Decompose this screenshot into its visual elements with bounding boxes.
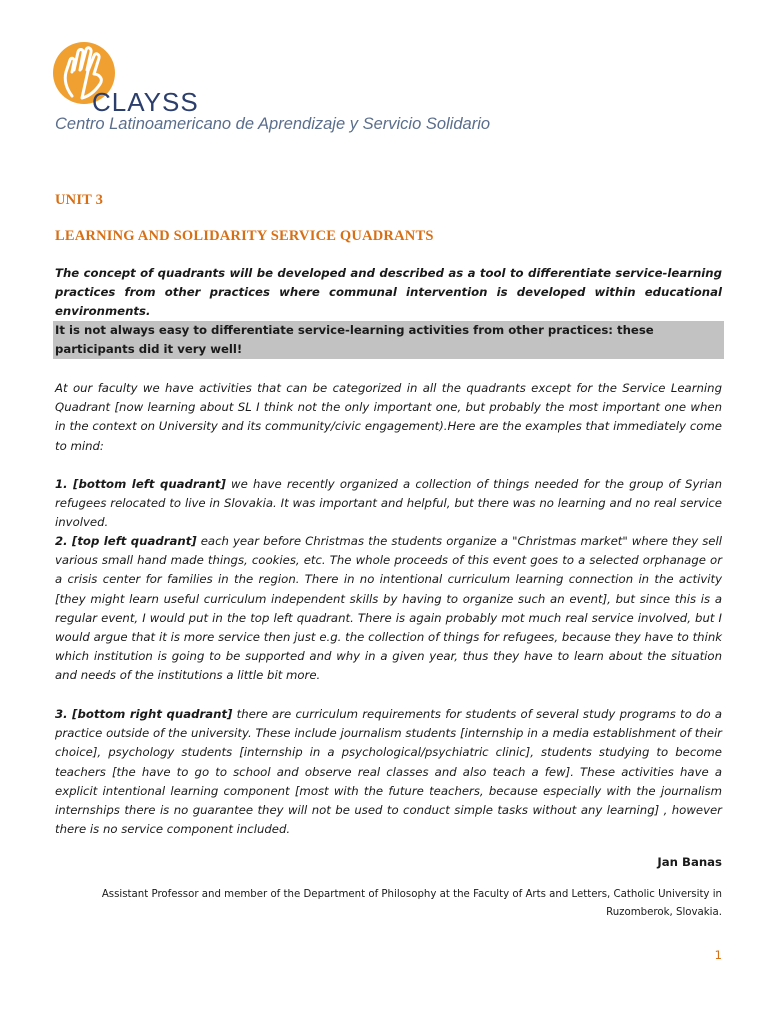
example-text-1: we have recently organized a collection of things needed for the group of Syrian refugees relocated to live in Slovakia. It was important and helpful, but there was no learning and no real service involved. bbox=[55, 477, 722, 530]
organization-subtitle: Centro Latinoamericano de Aprendizaje y Servicio Solidario bbox=[55, 115, 491, 133]
example-paragraph-2 bbox=[55, 532, 722, 686]
intro-paragraph: The concept of quadrants will be developed and described as a tool to differentiate service-learning practices from other practices where communal intervention is developed within educational environments. bbox=[55, 266, 722, 319]
example-text-3: there are curriculum requirements for students of several study programs to do a practice outside of the university. These include journalism students [internship in a media establishment of their choice], psychology students [internship in a psychological/psychiatric clinic], students studying to become teachers [the have to go to school and observe real classes and also teach a few]. These activities have a explicit intentional learning component [most with the future teachers, because especially with the journalism internships there is no guarantee they will not be used to conduct simple tasks without any learning] , however there is no service component included. bbox=[55, 707, 722, 837]
example-paragraph-3 bbox=[55, 705, 722, 839]
example-paragraph-1 bbox=[55, 475, 722, 533]
author-affiliation: Assistant Professor and member of the Department of Philosophy at the Faculty of Arts and Letters, Catholic University in Ruzomberok, Slovakia. bbox=[101, 889, 722, 918]
body-intro-paragraph: At our faculty we have activities that can be categorized in all the quadrants except for the Service Learning Quadrant [now learning about SL I think not the only important one, but probably the most important one when in the context on University and its community/civic engagement).Here are the examples that immediately come to mind: bbox=[55, 381, 722, 453]
highlight-text: It is not always easy to differentiate service-learning activities from other practices: these participants did it very well! bbox=[55, 323, 654, 357]
page-title: LEARNING AND SOLIDARITY SERVICE QUADRANTS bbox=[55, 228, 434, 244]
example-label-3: 3. [bottom right quadrant] bbox=[55, 707, 233, 721]
example-label-2: 2. [top left quadrant] bbox=[55, 534, 197, 548]
clayss-logo bbox=[52, 40, 212, 120]
logo-wordmark: CLAYSS bbox=[92, 87, 199, 117]
unit-label: UNIT 3 bbox=[55, 192, 104, 208]
example-label-1: 1. [bottom left quadrant] bbox=[55, 477, 226, 491]
example-text-2: each year before Christmas the students organize a "Christmas market" where they sell various small hand made things, cookies, etc. The whole proceeds of this event goes to a selected orphanage or a crisis center for families in the region. There in no intentional curriculum learning connection in the activity [they might learn useful curriculum independent skills by having to organize such an event], but since this is a regular event, I would put in the top left quadrant. There is again probably mot much real service involved, but I would argue that it is more service then just e.g. the collection of things for refugees, because they have to think which institution is going to be supported and why in a given year, thus they have to learn about the situation and needs of the institutions a little bit more. bbox=[55, 534, 722, 683]
author-name: Jan Banas bbox=[657, 855, 722, 869]
page-number: 1 bbox=[714, 948, 722, 962]
